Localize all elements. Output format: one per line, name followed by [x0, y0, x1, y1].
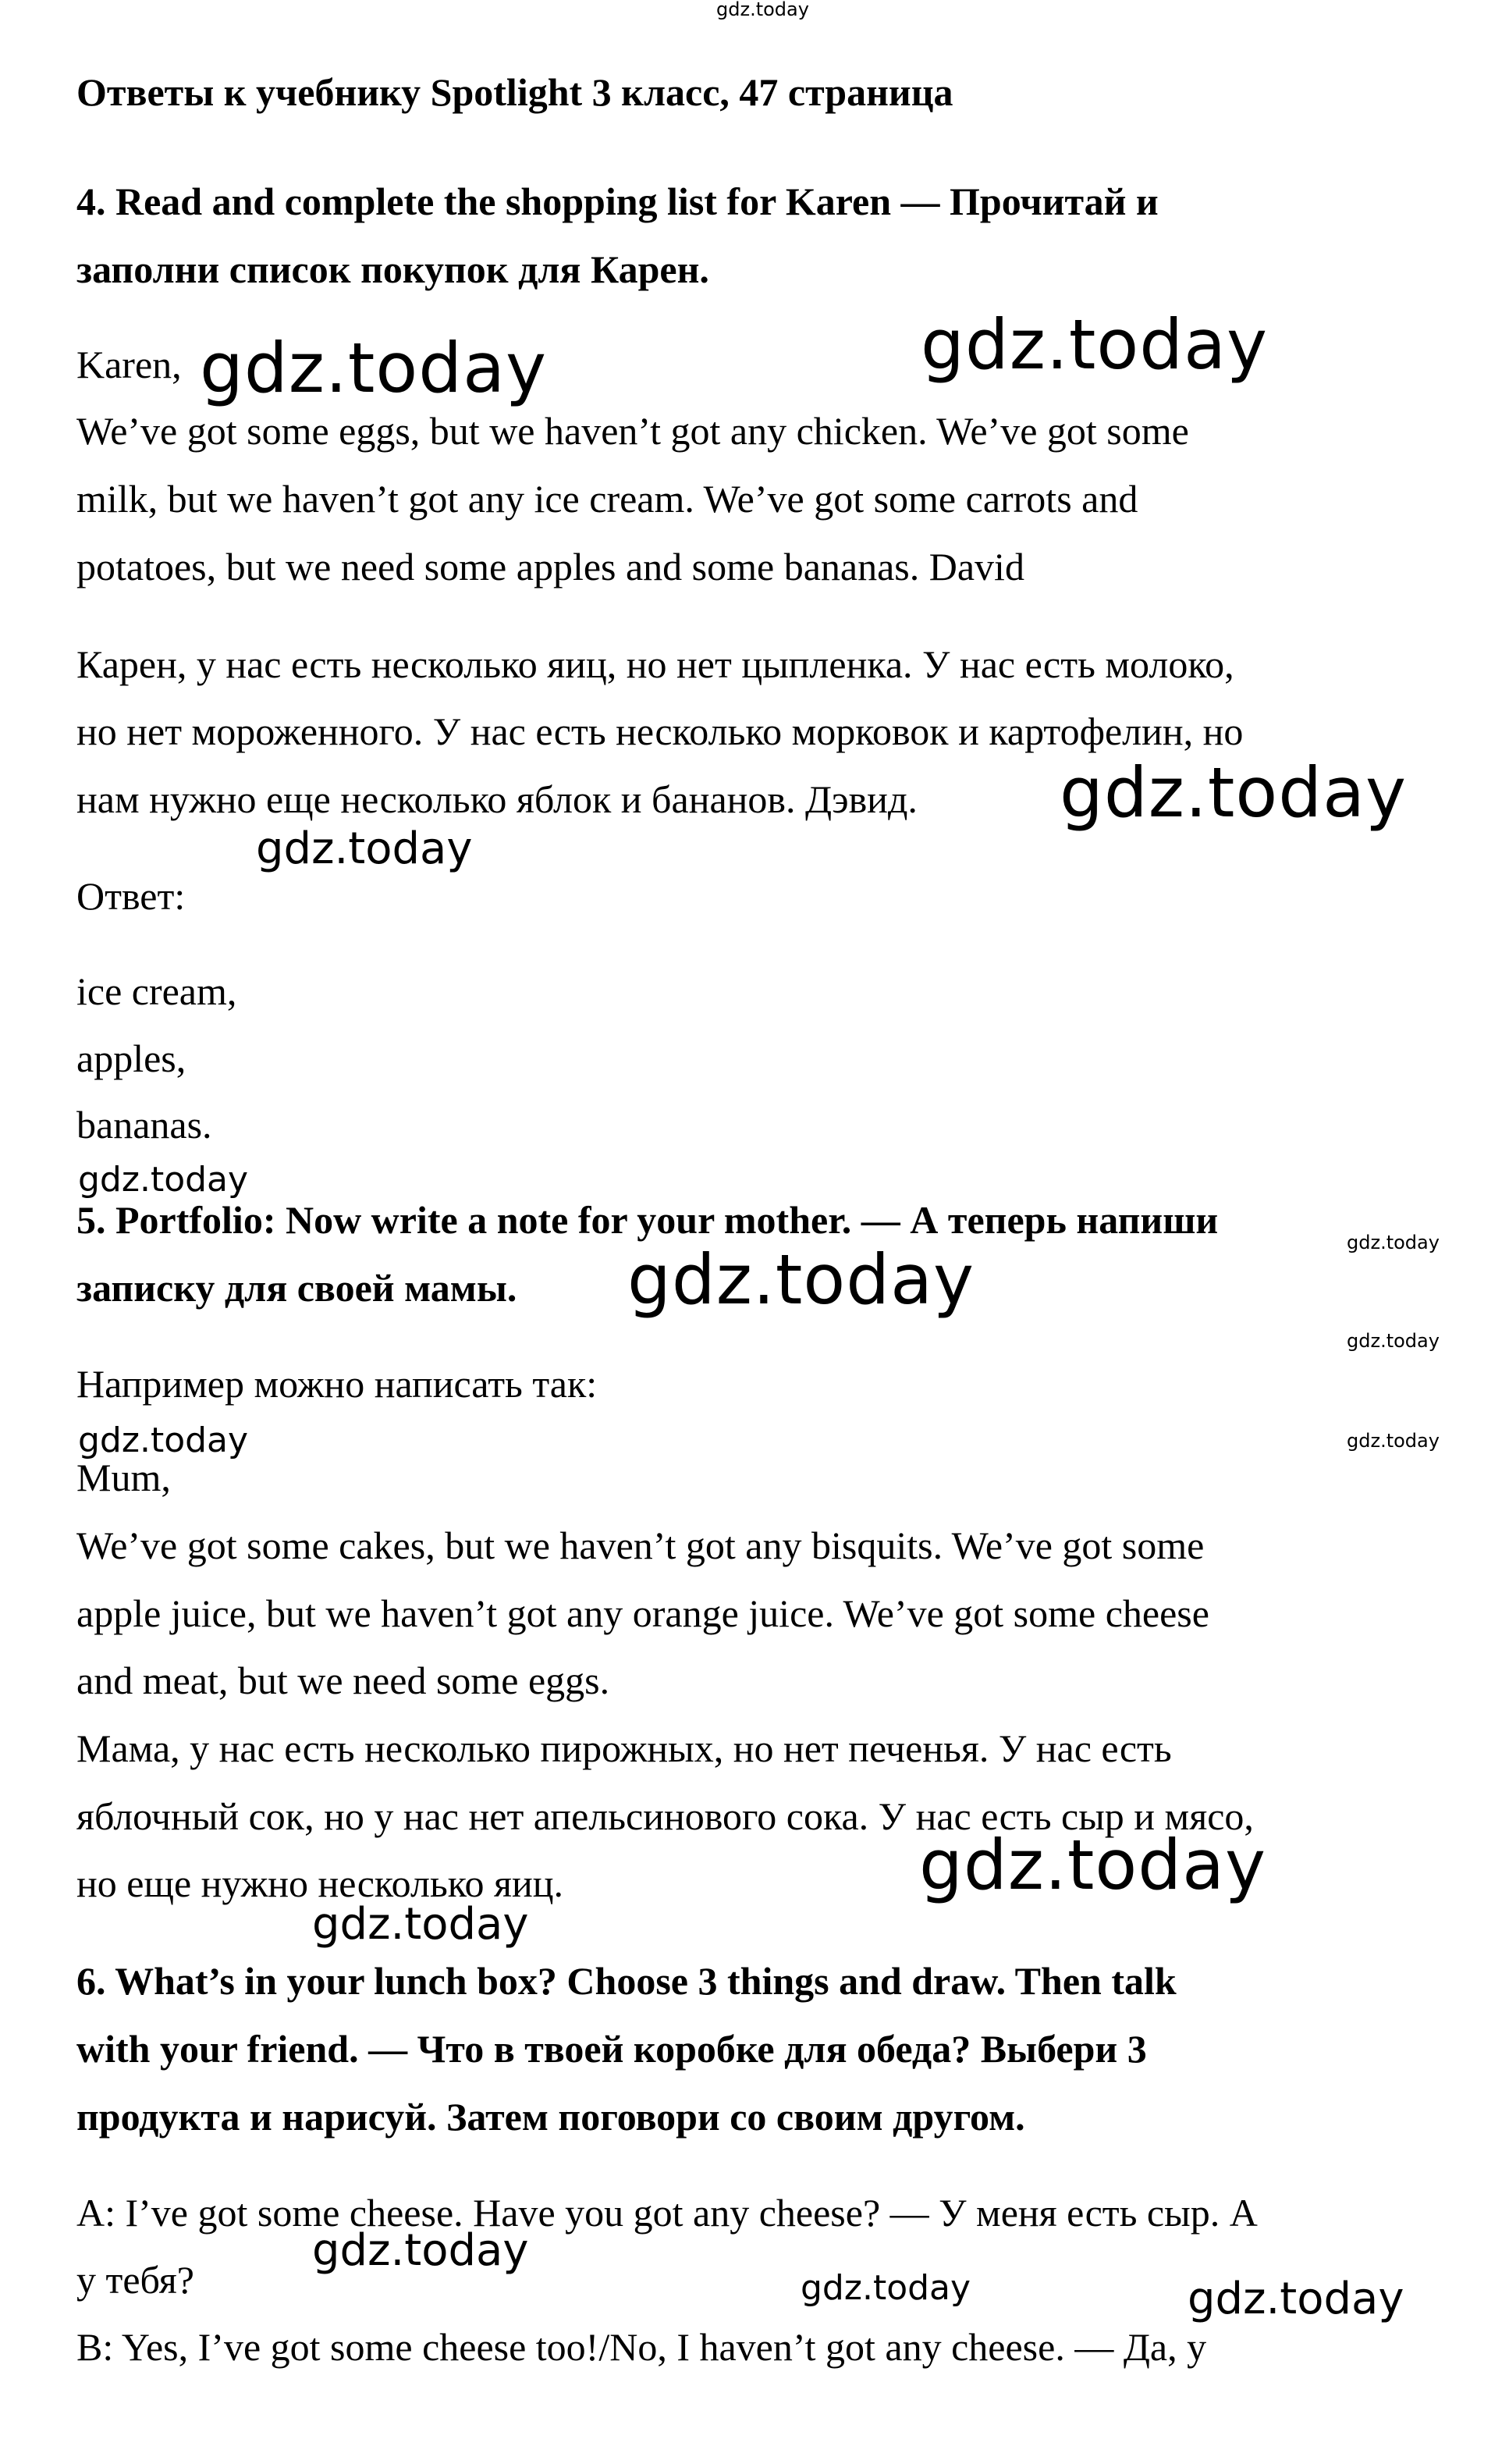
exercise-6-heading-line-2: with your friend. — Что в твоей коробке для обеда? Выбери 3 [76, 2027, 1147, 2071]
exercise-4-answer-item: apples, [76, 1036, 186, 1080]
exercise-5-translation-line-1: Мама, у нас есть несколько пирожных, но нет печенья. У нас есть [76, 1726, 1172, 1770]
exercise-4-note-line-1: Karen, [76, 343, 182, 386]
watermark: gdz.today [1188, 2274, 1404, 2324]
watermark: gdz.today [1347, 1430, 1440, 1452]
exercise-4-note-line-3: milk, but we haven’t got any ice cream. We’ve got some carrots and [76, 477, 1138, 521]
watermark: gdz.today [78, 1420, 249, 1460]
exercise-5-translation-line-2: яблочный сок, но у нас нет апельсинового сока. У нас есть сыр и мясо, [76, 1794, 1254, 1838]
exercise-6-heading-line-1: 6. What’s in your lunch box? Choose 3 things and draw. Then talk [76, 1959, 1177, 2003]
page-title: Ответы к учебнику Spotlight 3 класс, 47 страница [76, 70, 953, 114]
exercise-5-example-label: Например можно написать так: [76, 1362, 598, 1406]
watermark: gdz.today [200, 328, 548, 408]
watermark: gdz.today [1060, 752, 1408, 833]
exercise-4-note-line-2: We’ve got some eggs, but we haven’t got any chicken. We’ve got some [76, 409, 1189, 453]
exercise-5-note-line-1: Mum, [76, 1456, 171, 1499]
exercise-4-translation-line-1: Карен, у нас есть несколько яиц, но нет цыпленка. У нас есть молоко, [76, 642, 1234, 686]
watermark: gdz.today [801, 2268, 971, 2308]
exercise-6-dialog-line-3: B: Yes, I’ve got some cheese too!/No, I haven’t got any cheese. — Да, у [76, 2325, 1207, 2369]
watermark: gdz.today [312, 2225, 529, 2276]
watermark: gdz.today [78, 1160, 249, 1200]
exercise-5-heading-line-2: записку для своей мамы. [76, 1266, 517, 1310]
exercise-6-dialog-line-1: A: I’ve got some cheese. Have you got any cheese? — У меня есть сыр. А [76, 2191, 1258, 2235]
watermark: gdz.today [1347, 1330, 1440, 1352]
exercise-5-heading-line-1: 5. Portfolio: Now write a note for your mother. — А теперь напиши [76, 1198, 1219, 1242]
exercise-5-note-line-3: apple juice, but we haven’t got any orange juice. We’ve got some cheese [76, 1591, 1209, 1635]
exercise-4-answer-item: ice cream, [76, 969, 237, 1013]
exercise-4-translation-line-2: но нет мороженного. У нас есть несколько морковок и картофелин, но [76, 709, 1244, 753]
watermark: gdz.today [919, 1825, 1267, 1905]
exercise-6-heading-line-3: продукта и нарисуй. Затем поговори со своим другом. [76, 2095, 1025, 2139]
exercise-4-heading-line-1: 4. Read and complete the shopping list for Karen — Прочитай и [76, 180, 1159, 223]
watermark: gdz.today [716, 0, 809, 20]
watermark: gdz.today [1347, 1232, 1440, 1253]
exercise-5-note-line-2: We’ve got some cakes, but we haven’t got any bisquits. We’ve got some [76, 1524, 1205, 1567]
exercise-4-heading-line-2: заполни список покупок для Карен. [76, 247, 709, 291]
watermark: gdz.today [921, 304, 1269, 385]
exercise-4-answer-label: Ответ: [76, 874, 186, 918]
watermark: gdz.today [627, 1239, 975, 1320]
watermark: gdz.today [312, 1899, 529, 1950]
exercise-4-note-line-4: potatoes, but we need some apples and some bananas. David [76, 545, 1024, 588]
exercise-5-note-line-4: and meat, but we need some eggs. [76, 1659, 610, 1702]
exercise-4-translation-line-3: нам нужно еще несколько яблок и бананов. Дэвид. [76, 777, 918, 821]
exercise-4-answer-item: bananas. [76, 1103, 212, 1147]
watermark: gdz.today [256, 823, 473, 874]
exercise-6-dialog-line-2: у тебя? [76, 2258, 194, 2302]
exercise-5-translation-line-3: но еще нужно несколько яиц. [76, 1861, 564, 1905]
